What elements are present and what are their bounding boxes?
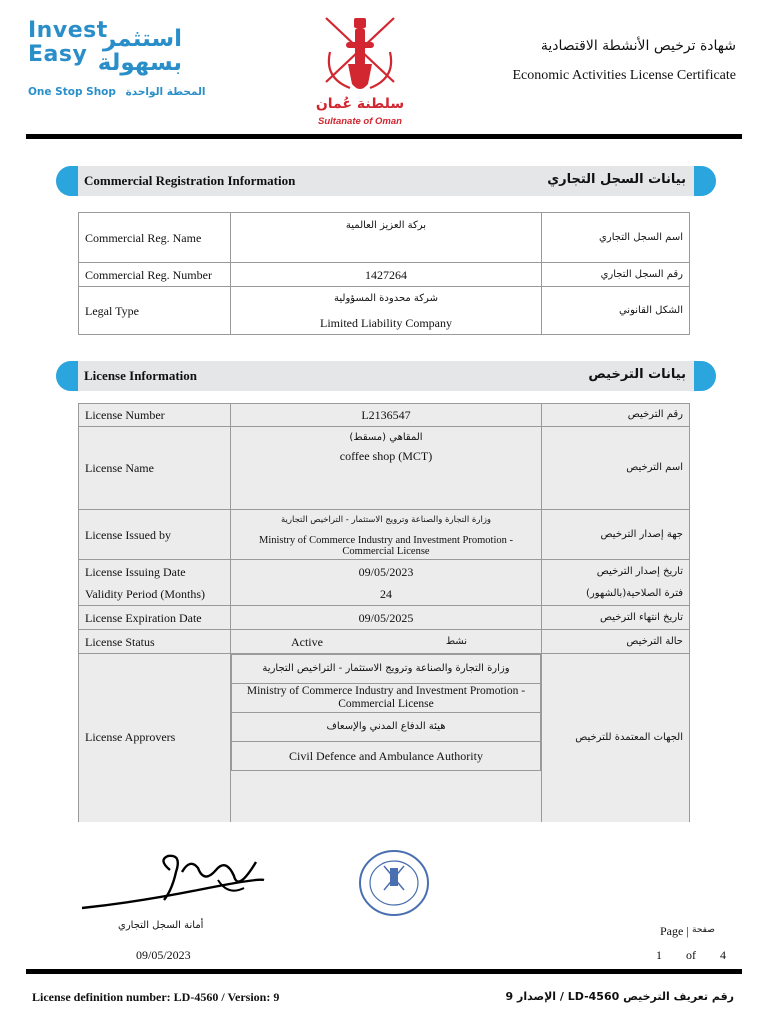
license-definition-en: License definition number: LD-4560 / Version: 9 xyxy=(32,990,280,1004)
license-information-table xyxy=(78,403,690,822)
label-ar: الشكل القانوني xyxy=(542,287,690,335)
label-ar: رقم الترخيص xyxy=(542,404,690,427)
label-ar: اسم الترخيص xyxy=(542,427,690,510)
label-en: License Name xyxy=(79,427,231,510)
label-en: License Expiration Date xyxy=(79,606,231,630)
label-ar: تاريخ انتهاء الترخيص xyxy=(542,606,690,630)
label-en: License Number xyxy=(79,404,231,427)
page-total: 4 xyxy=(720,948,726,962)
section-title-en: Commercial Registration Information xyxy=(84,173,296,188)
page-label: Page | xyxy=(660,924,689,938)
table-row xyxy=(79,606,690,630)
header-divider xyxy=(26,134,742,139)
emblem-text-ar: سلطنة عُمان xyxy=(315,96,405,112)
invest-easy-logo xyxy=(28,18,188,82)
cr-name-value: بركة العزيز العالمية xyxy=(345,220,427,231)
registry-seal xyxy=(356,848,432,918)
label-ar: الجهات المعتمدة للترخيص xyxy=(542,654,690,822)
one-stop-shop-tagline xyxy=(28,86,206,98)
license-name-ar: المقاهي (مسقط) xyxy=(349,432,423,443)
label-en: Legal Type xyxy=(79,287,231,335)
commercial-registration-table xyxy=(78,212,690,335)
approvers-list xyxy=(231,654,541,771)
license-name-value: coffee shop (MCT) xyxy=(339,449,433,463)
table-row xyxy=(79,263,690,287)
list-item: Ministry of Commerce Industry and Investment Promotion - Commercial License xyxy=(231,684,540,713)
signature-icon xyxy=(78,850,268,915)
label-ar: رقم السجل التجاري xyxy=(542,263,690,287)
table-row xyxy=(79,510,690,560)
label-en: License Issued by xyxy=(79,510,231,560)
table-row xyxy=(79,427,690,510)
label-en: Commercial Reg. Number xyxy=(79,263,231,287)
certificate-title-en: Economic Activities License Certificate xyxy=(512,68,736,83)
table-row xyxy=(79,654,690,822)
registry-secretariat-label: أمانة السجل التجاري xyxy=(118,920,204,931)
one-stop-ar: المحطة الواحدة xyxy=(125,86,206,98)
section-title-ar: بيانات الترخيص xyxy=(588,367,686,382)
list-item: Civil Defence and Ambulance Authority xyxy=(231,742,540,771)
status-ar: نشط xyxy=(445,635,468,647)
footer-date: 09/05/2023 xyxy=(136,948,191,962)
section-title-ar: بيانات السجل التجاري xyxy=(547,172,686,187)
page-number: 1 xyxy=(656,948,662,962)
legal-type-value: Limited Liability Company xyxy=(320,315,452,330)
table-row xyxy=(79,560,690,584)
license-definition-ar: رقم تعريف الترخيص LD-4560 / الإصدار 9 xyxy=(505,990,734,1003)
section-commercial-registration xyxy=(56,166,716,196)
footer-divider xyxy=(26,969,742,974)
label-ar: حالة الترخيص xyxy=(542,630,690,654)
table-row xyxy=(79,404,690,427)
table-row xyxy=(79,584,690,606)
oman-emblem xyxy=(310,12,410,132)
label-ar: تاريخ إصدار الترخيص xyxy=(542,560,690,584)
label-en: License Status xyxy=(79,630,231,654)
list-item: هيئة الدفاع المدني والإسعاف xyxy=(231,713,540,742)
table-row xyxy=(79,630,690,654)
label-ar: فترة الصلاحية(بالشهور) xyxy=(542,584,690,606)
label-en: Validity Period (Months) xyxy=(79,584,231,606)
issued-by-ar: وزارة التجارة والصناعة وترويج الاستثمار - التراخيص التجارية xyxy=(280,514,492,525)
license-number-value: L2136547 xyxy=(230,404,541,427)
status-badge: Active xyxy=(290,634,323,649)
label-en: License Approvers xyxy=(79,654,231,822)
label-en: License Issuing Date xyxy=(79,560,231,584)
legal-type-ar: شركة محدودة المسؤولية xyxy=(334,292,438,304)
label-ar: جهة إصدار الترخيص xyxy=(542,510,690,560)
signature xyxy=(78,850,268,915)
expiration-value: 09/05/2025 xyxy=(230,606,541,630)
page-of: of xyxy=(686,948,696,962)
one-stop-en: One Stop Shop xyxy=(28,86,116,98)
cr-number-value: 1427264 xyxy=(230,263,541,287)
section-license-information xyxy=(56,361,716,391)
issued-by-value: Ministry of Commerce Industry and Investment Promotion - Commercial License xyxy=(258,534,513,557)
validity-value: 24 xyxy=(230,584,541,606)
section-title-en: License Information xyxy=(84,368,198,383)
list-item: وزارة التجارة والصناعة وترويج الاستثمار - التراخيص التجارية xyxy=(231,655,540,684)
certificate-title-ar: شهادة ترخيص الأنشطة الاقتصادية xyxy=(540,38,736,54)
issuing-date-value: 09/05/2023 xyxy=(230,560,541,584)
label-en: Commercial Reg. Name xyxy=(79,213,231,263)
seal-stamp-icon xyxy=(356,848,432,918)
emblem-text-en: Sultanate of Oman xyxy=(318,116,402,127)
table-row xyxy=(79,287,690,335)
table-row xyxy=(79,213,690,263)
logo-ar-line2: بسهولة xyxy=(97,50,182,76)
logo-ar-line1: استثمر xyxy=(102,26,182,52)
page-label-ar: صفحة xyxy=(692,925,715,935)
label-ar: اسم السجل التجاري xyxy=(542,213,690,263)
khanjar-emblem-icon xyxy=(310,12,410,98)
logo-word-easy: Easy xyxy=(28,42,88,67)
logo-word-invest: Invest xyxy=(28,18,108,43)
